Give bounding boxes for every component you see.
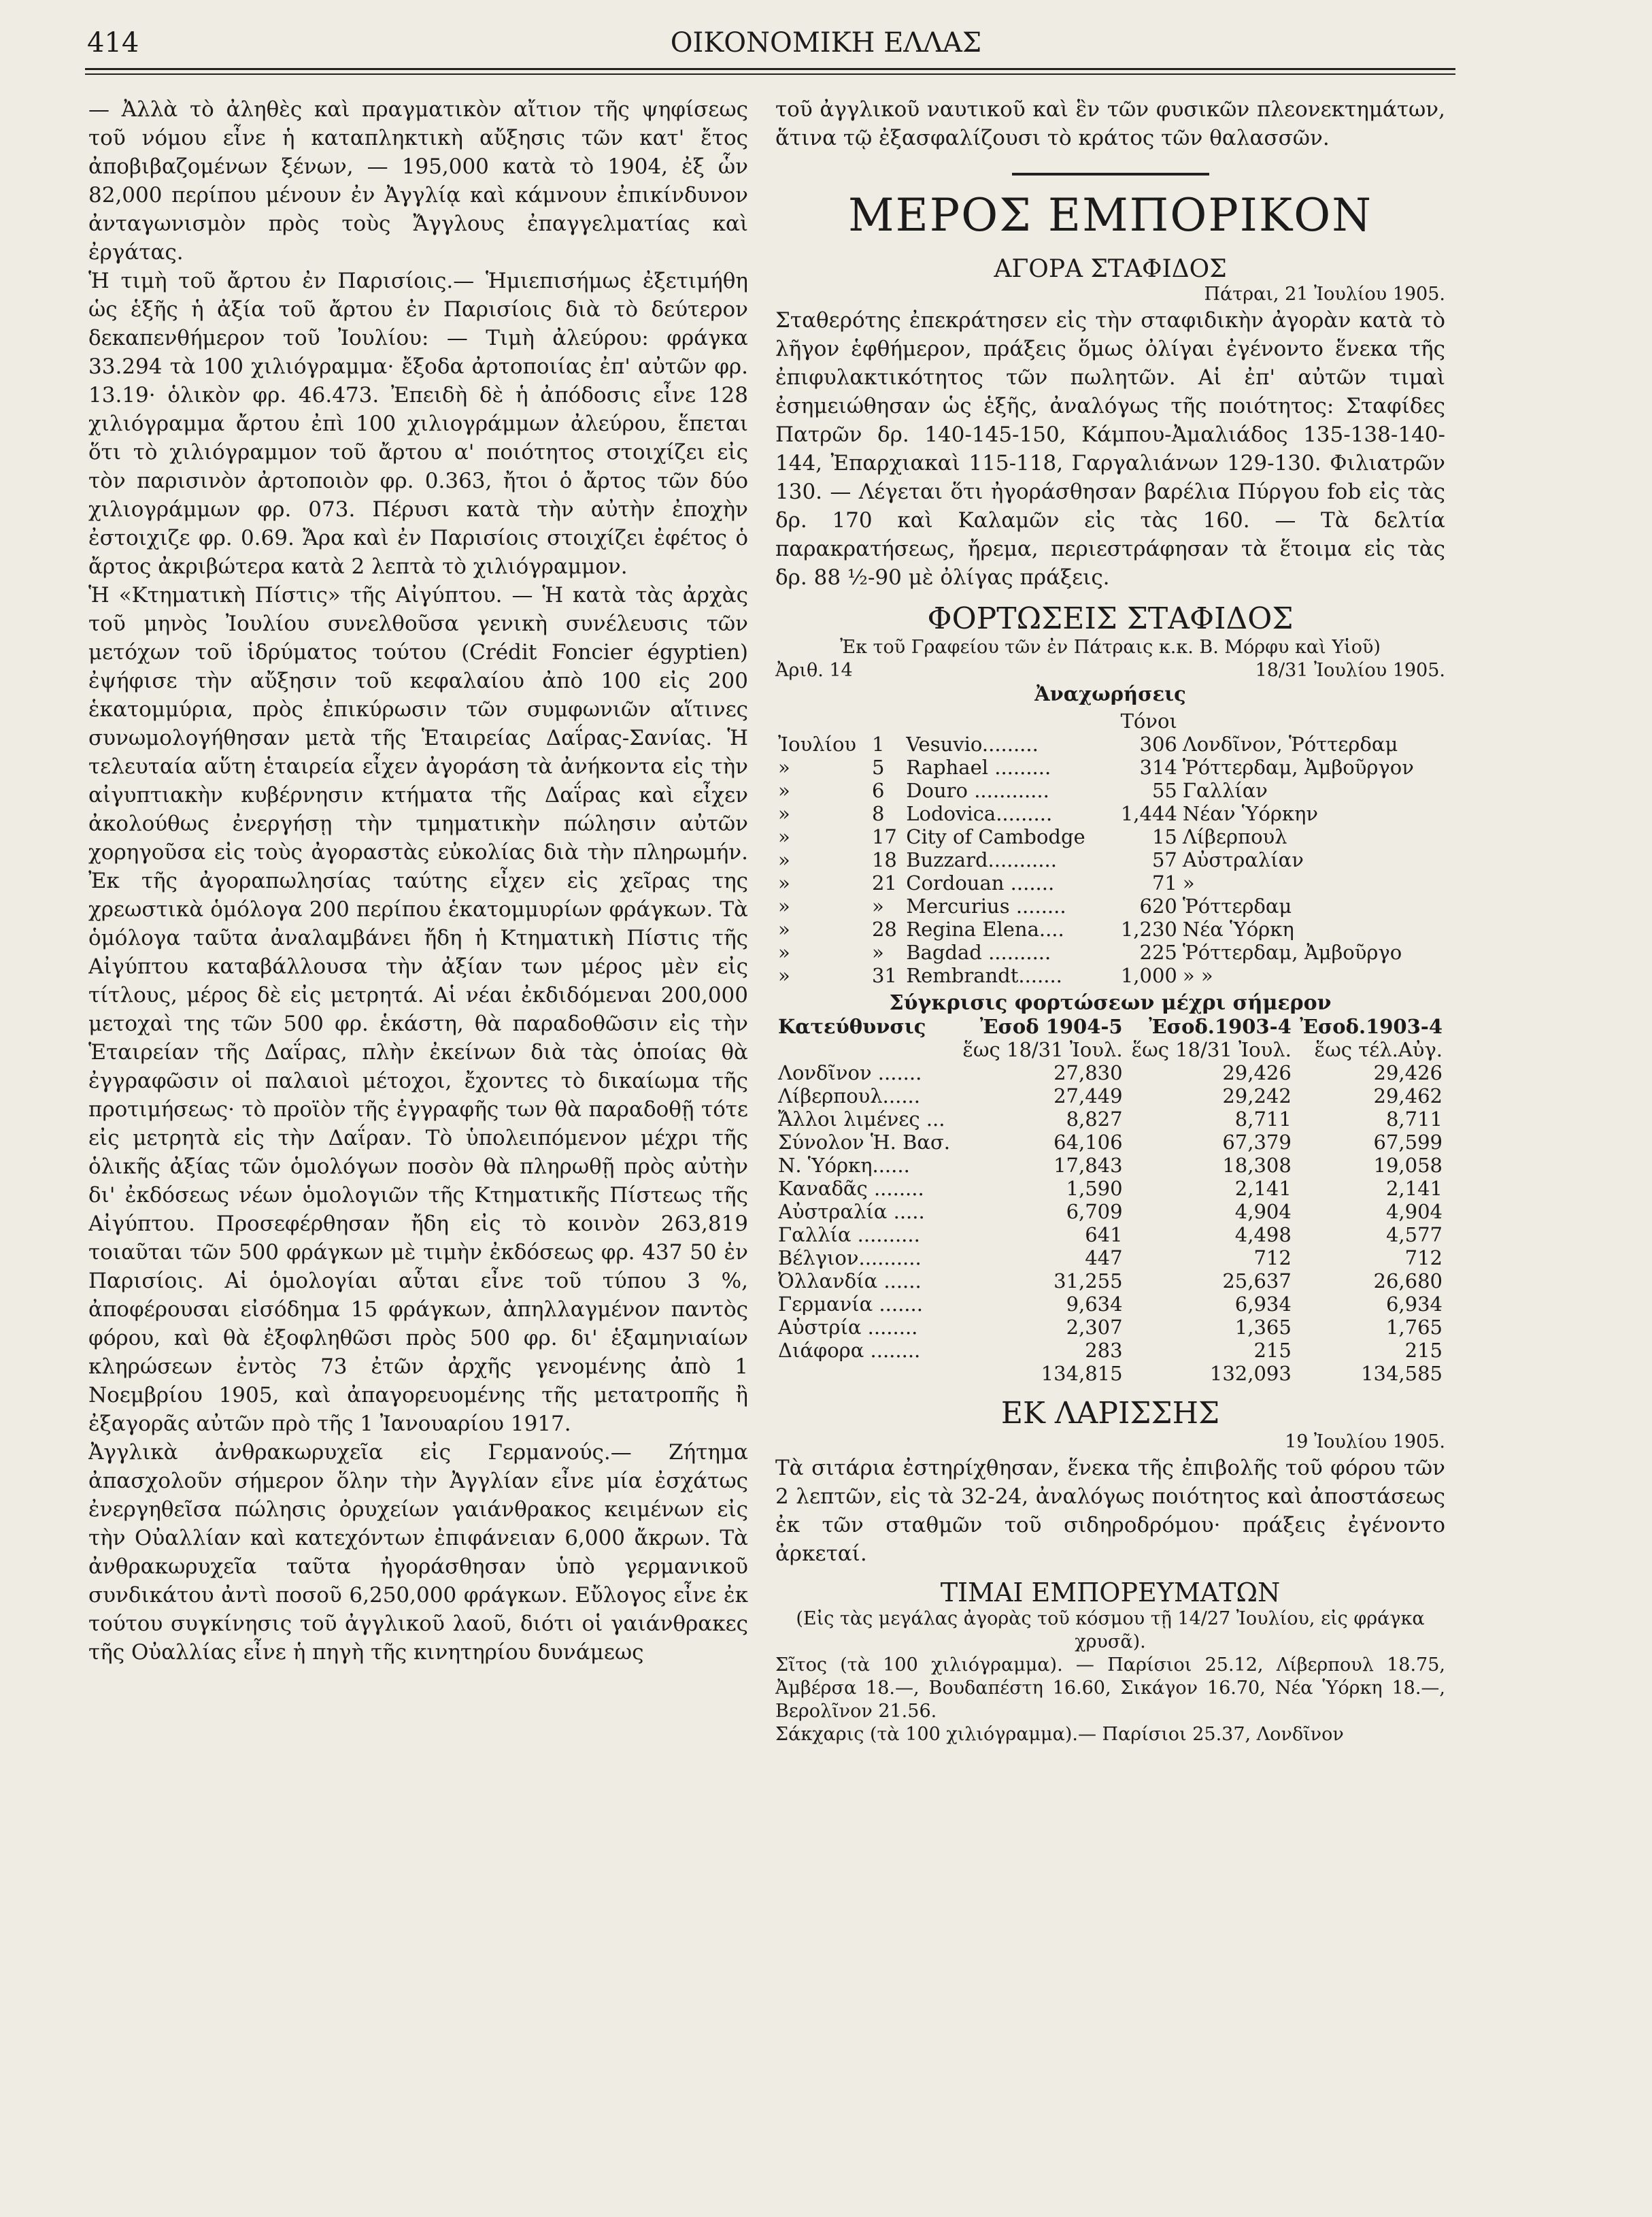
paragraph: Ἡ «Κτηματικὴ Πίστις» τῆς Αἰγύπτου. — Ἡ κατὰ τὰς ἀρχὰς τοῦ μηνὸς Ἰουλίου συνελθοῦσα γενικὴ συνέλευσις τῶν μετόχων τοῦ ἱδρύματος τούτου (Crédit Foncier égyptien) ἐψήφισε τὴν αὔξησιν τοῦ κεφαλαίου ἀπὸ 100 εἰς 200 ἑκατομμύρια, πρὸς ἐπικύρωσιν τῶν συμφωνιῶν αἵτινες συνωμολογήθησαν μετὰ τῆς Ἑταιρείας Δαΐρας-Σανίας. Ἡ τελευταία αὕτη ἑταιρεία εἶχεν ἀγοράση τὰ ἀνήκοντα εἰς τὴν αἰγυπτιακὴν κυβέρνησιν κτήματα τῆς Δαΐρας καὶ εἶχεν ἀκολούθως ἐνεργήσῃ τὴν τμηματικὴν πώλησιν αὐτῶν χορηγοῦσα εἰς τοὺς ἀγοραστὰς εὐκολίας διὰ τὴν πληρωμήν. Ἐκ τῆς ἀγοραπωλησίας ταύτης εἶχεν εἰς χεῖρας της χρεωστικὰ ὁμόλογα 200 περίπου ἑκατομμυρίων φράγκων. Τὰ ὁμόλογα ταῦτα ἀναλαμβάνει ἤδη ἡ Κτηματικὴ Πίστις τῆς Αἰγύπτου καταβάλλουσα τὴν ἀξίαν των μέρος μὲν εἰς τίτλους, μέρος δὲ εἰς μετρητά. Αἱ νέαι ἐκδιδόμεναι 200,000 μετοχαὶ της τῶν 500 φρ. ἑκάστη, θὰ παραδοθῶσιν εἰς τὴν Ἑταιρείαν τῆς Δαΐρας, πλὴν ἐκείνων διὰ τὰς ὁποίας θὰ ἐγγραφῶσιν οἱ παλαιοὶ μέτοχοι, ἔχοντες τὸ δικαίωμα τῆς προτιμήσεως· τὸ προϊὸν τῆς ἐγγραφῆς των θὰ παραδοθῇ τότε εἰς μετρητὰ εἰς τὴν Δαΐραν. Τὸ ὑπολειπόμενον μέχρι τῆς ὁλικῆς ἀξίας τῶν ὁμολόγων ποσὸν θὰ πληρωθῇ πρὸς αὐτὴν δι' ἐκδόσεως νέων ὁμολογιῶν τῆς Κτηματικῆς Πίστεως τῆς Αἰγύπτου. Προσεφέρθησαν ἤδη εἰς τὸ κοινὸν 263,819 τοιαῦται τῶν 500 φράγκων μὲ τιμὴν ἐκδόσεως φρ. 437 50 ἐν Παρισίοις. Αἱ ὁμολογίαι αὗται εἶνε τοῦ τύπου 3 %, ἀποφέρουσαι εἰσόδημα 15 φράγκων, ἀπηλλαγμένον παντὸς φόρου, καὶ θὰ ἐξοφληθῶσι πρὸς 500 φρ. δι' ἑξαμηνιαίων κληρώσεων ἐντὸς 73 ἐτῶν ἀρχῆς γενομένης ἀπὸ 1 Νοεμβρίου 1905, καὶ ἀπαγορευομένης τῆς μετατροπῆς ἢ ἐξαγορᾶς αὐτῶν πρὸ τῆς 1 Ἰανουαρίου 1917. bbox=[88, 583, 748, 1436]
paragraph: τοῦ ἀγγλικοῦ ναυτικοῦ καὶ ἓν τῶν φυσικῶν πλεονεκτημάτων, ἅτινα τῷ ἐξασφαλίζουσι τὸ κράτος τῶν θαλασσῶν. bbox=[775, 97, 1445, 150]
fort-title: ΦΟΡΤΩΣΕΙΣ ΣΤΑΦΙΔΟΣ bbox=[927, 601, 1294, 636]
comparison-row: Βέλγιον.......... 447 712 712 bbox=[778, 1246, 1443, 1269]
page-number: 414 bbox=[87, 27, 139, 59]
paragraph: Ἀγγλικὰ ἀνθρακωρυχεῖα εἰς Γερμανούς.— Ζήτημα ἀπασχολοῦν σήμερον ὅλην τὴν Ἀγγλίαν εἶνε μία ἐσχάτως ἐνεργηθεῖσα πώλησις ὀρυχείων γαιάνθρακος κειμένων εἰς τὴν Οὐαλλίαν καὶ κατεχόντων ἐπιφάνειαν 6,000 ἄκρων. Τὰ ἀνθρακωρυχεῖα ταῦτα ἠγοράσθησαν ὑπὸ γερμανικοῦ συνδικάτου ἀντὶ ποσοῦ 6,250,000 φράγκων. Εὔλογος εἶνε ἐκ τούτου συγκίνησις τοῦ ἀγγλικοῦ λαοῦ, διότι οἱ γαιάνθρακες τῆς Οὐαλλίας εἶνε ἡ πηγὴ τῆς κινητηρίου δυνάμεως bbox=[88, 1440, 748, 1665]
comparison-row: Λίβερπουλ...... 27,449 29,242 29,462 bbox=[778, 1084, 1443, 1107]
comparison-row: Γερμανία ....... 9,634 6,934 6,934 bbox=[778, 1293, 1443, 1316]
departure-row: Ἰουλίου 1 Vesuvio......... 306 Λονδῖνον, Ῥόττερδαμ bbox=[778, 733, 1398, 756]
larissa-text: Τὰ σιτάρια ἐστηρίχθησαν, ἕνεκα τῆς ἐπιβολῆς τοῦ φόρου τῶν 2 λεπτῶν, εἰς τὰ 32-24, ἀναλόγως ποιότητος καὶ ἀποστάσεως ἐκ τῶν σταθμῶν τοῦ σιδηροδρόμου· πράξεις ἐγένοντο ἀρκεταί. bbox=[775, 1456, 1445, 1566]
comparison-row: Ν. Ὑόρκη...... 17,843 18,308 19,058 bbox=[778, 1154, 1443, 1177]
comparison-row: Διάφορα ........ 283 215 215 bbox=[778, 1339, 1443, 1362]
comparison-row: Ἄλλοι λιμένες ... 8,827 8,711 8,711 bbox=[778, 1107, 1443, 1131]
prices-subtitle: (Εἰς τὰς μεγάλας ἀγορὰς τοῦ κόσμου τῇ 14/27 Ἰουλίου, εἰς φράγκα χρυσᾶ). bbox=[796, 1608, 1425, 1652]
comparison-row: ἕως 18/31 Ἰουλ. ἕως 18/31 Ἰουλ. ἕως τέλ.Αὐγ. bbox=[962, 1038, 1443, 1061]
price-line: Σῖτος (τὰ 100 χιλιόγραμμα). — Παρίσιοι 25.12, Λίβερπουλ 18.75, Ἀμβέρσα 18.—, Βουδαπέστη 16.60, Σικάγον 16.70, Νέα Ὑόρκη 18.—, Βερολῖνον 21.56. bbox=[775, 1654, 1445, 1722]
departure-row: » » Bagdad .......... 225 Ῥόττερδαμ, Ἀμβοῦργο bbox=[778, 941, 1402, 964]
agora-date: Πάτραι, 21 Ἰουλίου 1905. bbox=[1204, 284, 1445, 305]
fort-source: Ἐκ τοῦ Γραφείου τῶν ἐν Πάτραις κ.κ. Β. Μόρφυ καὶ Υἱοῦ) bbox=[840, 637, 1381, 658]
comparison-row: Καναδᾶς ........ 1,590 2,141 2,141 bbox=[778, 1177, 1443, 1200]
price-line: Σάκχαρις (τὰ 100 χιλιόγραμμα).— Παρίσιοι 25.37, Λονδῖνον bbox=[775, 1724, 1344, 1745]
departure-row: » 8 Lodovica......... 1,444 Νέαν Ὑόρκην bbox=[778, 802, 1318, 825]
comparison-row: Σύνολον Ἡ. Βασ. 64,106 67,379 67,599 bbox=[778, 1131, 1443, 1154]
right-column bbox=[775, 95, 1445, 1746]
left-column bbox=[88, 95, 748, 2190]
fort-no: Ἀριθ. 14 bbox=[775, 660, 853, 681]
paragraph: Ἡ τιμὴ τοῦ ἄρτου ἐν Παρισίοις.— Ἡμιεπισήμως ἐξετιμήθη ὡς ἑξῆς ἡ ἀξία τοῦ ἄρτου ἐν Παρισίοις διὰ τὸ δεύτερον δεκαπενθήμερον τοῦ Ἰουλίου: — Τιμὴ ἀλεύρου: φράγκα 33.294 τὰ 100 χιλιόγραμμα· ἔξοδα ἀρτοποιίας ἐπ' αὐτῶν φρ. 13.19· ὁλικὸν φρ. 46.473. Ἐπειδὴ δὲ ἡ ἀπόδοσις εἶνε 128 χιλιόγραμμα ἄρτου ἐπὶ 100 χιλιογράμμων ἀλεύρου, ἕπεται ὅτι τὸ χιλιόγραμμον τοῦ ἄρτου α' ποιότητος στοιχίζει εἰς τὸν παρισινὸν ἀρτοποιὸν φρ. 0.363, ἤτοι ὁ ἄρτος τῶν δύο χιλιογράμμων φρ. 073. Πέρυσι κατὰ τὴν αὐτὴν ἐποχὴν ἐστοιχιζε φρ. 0.69. Ἄρα καὶ ἐν Παρισίοις στοιχίζει ἐφέτος ὁ ἄρτος ἀκριβώτερα κατὰ 2 λεπτὰ τὸ χιλιόγραμμον. bbox=[88, 269, 748, 579]
departure-row: » » Mercurius ........ 620 Ῥόττερδαμ bbox=[778, 895, 1292, 918]
departure-row: » 18 Buzzard........... 57 Αὐστραλίαν bbox=[778, 848, 1304, 871]
fort-date: 18/31 Ἰουλίου 1905. bbox=[1255, 660, 1445, 681]
comparison-table bbox=[775, 1015, 1445, 1385]
departure-row: » 31 Rembrandt....... 1,000 » » bbox=[778, 964, 1213, 987]
departure-row: » 21 Cordouan ....... 71 » bbox=[778, 871, 1195, 895]
departures-title: Ἀναχωρήσεις bbox=[1034, 682, 1186, 705]
comparison-row: 134,815 132,093 134,585 bbox=[1041, 1362, 1443, 1385]
departure-row: » 6 Douro ............ 55 Γαλλίαν bbox=[778, 779, 1268, 802]
departures-table: Τόνοι Ἰουλίου 1 Vesuvio......... 306 Λονδῖνον, Ῥόττερδαμ » 5 Raphael ......... 314 Ῥόττερδαμ, Ἀμβοῦργον » 6 Douro ............ 55 Γαλλίαν » 8 Lodovica......... 1,444 Νέαν Ὑόρκην » 17 City of Cambodge 15 Λίβερπουλ » 18 Buzzard........... 57 Αὐστραλίαν » 21 Cordouan ....... 71 » » » Mercurius ........ 620 Ῥόττερδαμ » 28 Regina Elena.... 1,230 Νέα Ὑόρκη » » Bagdad .......... 225 Ῥόττερδαμ, Ἀμβοῦργο » 31 Rembrandt....... 1,000 » » bbox=[775, 710, 1445, 987]
comparison-title: Σύγκρισις φορτώσεων μέχρι σήμερον bbox=[889, 991, 1332, 1015]
prices-title: ΤΙΜΑΙ ΕΜΠΟΡΕΥΜΑΤΩΝ bbox=[940, 1578, 1281, 1607]
paragraph: — Ἀλλὰ τὸ ἀληθὲς καὶ πραγματικὸν αἴτιον τῆς ψηφίσεως τοῦ νόμου εἶνε ἡ καταπληκτικὴ αὔξησις τῶν κατ' ἔτος ἀποβιβαζομένων ξένων, — 195,000 κατὰ τὸ 1904, ἐξ ὧν 82,000 περίπου μένουν ἐν Ἀγγλίᾳ καὶ κάμνουν ἐπικίνδυνον ἀνταγωνισμὸν πρὸς τοὺς Ἄγγλους ἐπαγγελματίας καὶ ἐργάτας. bbox=[88, 97, 748, 265]
comparison-row: Ὀλλανδία ...... 31,255 25,637 26,680 bbox=[778, 1269, 1443, 1293]
journal-title: ΟΙΚΟΝΟΜΙΚΗ ΕΛΛΑΣ bbox=[670, 27, 982, 59]
comparison-row: Αὐστραλία ..... 6,709 4,904 4,904 bbox=[778, 1200, 1443, 1223]
agora-title: ΑΓΟΡΑ ΣΤΑΦΙΔΟΣ bbox=[994, 255, 1227, 283]
comparison-row: Λονδῖνον ....... 27,830 29,426 29,426 bbox=[778, 1061, 1443, 1084]
departure-row: » 28 Regina Elena.... 1,230 Νέα Ὑόρκη bbox=[778, 918, 1294, 941]
departure-row: » 17 City of Cambodge 15 Λίβερπουλ bbox=[778, 825, 1287, 848]
larissa-date: 19 Ἰουλίου 1905. bbox=[1285, 1431, 1445, 1452]
agora-text: Σταθερότης ἐπεκράτησεν εἰς τὴν σταφιδικὴν ἀγορὰν κατὰ τὸ λῆγον ἑφθήμερον, πράξεις ὅμως ὀλίγαι ἐγένοντο ἕνεκα τῆς ἐπιφυλακτικότητος τῶν πωλητῶν. Αἱ ἐπ' αὐτῶν τιμαὶ ἐσημειώθησαν ὡς ἑξῆς, ἀναλόγως τῆς ποιότητος: Σταφίδες Πατρῶν δρ. 140-145-150, Κάμπου-Ἀμαλιάδος 135-138-140-144, Ἐπαρχιακαὶ 115-118, Γαργαλιάνων 129-130. Φιλιατρῶν 130. — Λέγεται ὅτι ἠγοράσθησαν βαρέλια Πύργου fob εἰς τὰς δρ. 170 καὶ Καλαμῶν εἰς τὰς 160. — Τὰ δελτία παρακρατήσεως, ἤρεμα, περιεστράφησαν τὰ ἕτοιμα εἰς τὰς δρ. 88 ½-90 μὲ ὀλίγας πράξεις. bbox=[775, 308, 1445, 590]
departure-row: » 5 Raphael ......... 314 Ῥόττερδαμ, Ἀμβοῦργον bbox=[778, 756, 1414, 779]
comparison-row: Κατεύθυνσις Ἐσοδ 1904-5 Ἐσοδ.1903-4 Ἐσοδ.1903-4 bbox=[778, 1015, 1443, 1038]
larissa-title: ΕΚ ΛΑΡΙΣΣΗΣ bbox=[1000, 1396, 1220, 1431]
section-title: ΜΕΡΟΣ ΕΜΠΟΡΙΚΟΝ bbox=[848, 189, 1372, 241]
comparison-row: Γαλλία .......... 641 4,498 4,577 bbox=[778, 1223, 1443, 1246]
comparison-row: Αὐστρία ........ 2,307 1,365 1,765 bbox=[778, 1316, 1443, 1339]
